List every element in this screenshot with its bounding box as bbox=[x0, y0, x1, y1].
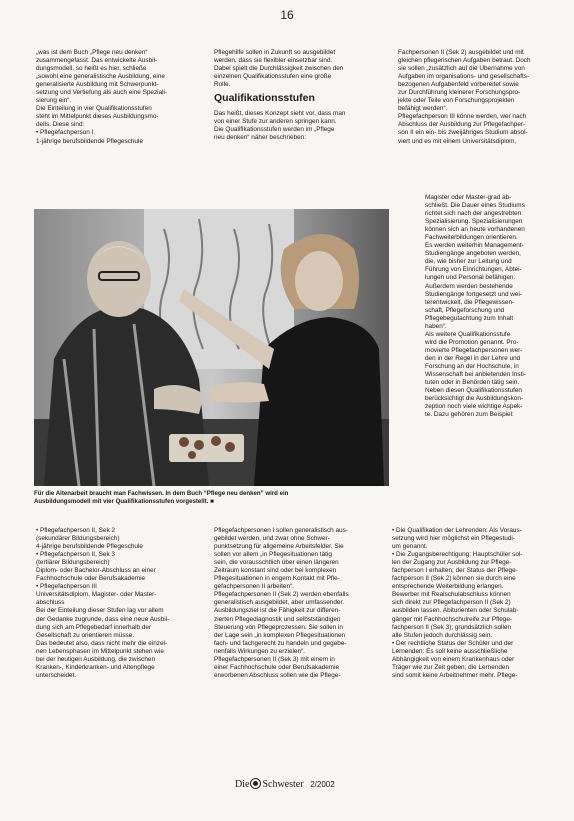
text-line: „was ist dem Buch „Pflege neu denken“ bbox=[36, 49, 148, 56]
text-line: der Gedanke zugrunde, dass eine neue Ausbil- bbox=[36, 615, 170, 623]
text-line: tuten oder in Behörden tätig sein. bbox=[425, 379, 520, 387]
text-line: Ausbildungsziel ist die Fähigkeit zur differen- bbox=[214, 607, 341, 615]
text-line: Es werden weiterhin Management- bbox=[425, 242, 524, 250]
text-line: Träger wie zur Zeit geben; die Lernenden bbox=[392, 663, 509, 671]
text-line: können sich an heute vorhandenen bbox=[425, 226, 525, 234]
column-left-top bbox=[36, 49, 206, 146]
text-line: fachperson II (Sek 3); grundsätzlich sollen bbox=[392, 623, 511, 631]
text-line: son II ein ein- bis zweijähriges Studium absol- bbox=[398, 129, 528, 137]
text-line: setzung und Vertiefung als auch eine Speziali- bbox=[36, 89, 168, 97]
text-line: gänger mit Fachhochschulreife zur Pflege- bbox=[392, 615, 513, 623]
text-line: Dabei spielt die Durchlässigkeit zwischen den bbox=[214, 65, 344, 73]
text-line: dung sich am Pflegebedarf innerhalb der bbox=[36, 623, 152, 631]
text-line: sein, die vorausschtlich über einen längeren bbox=[214, 559, 339, 567]
column-middle-bottom bbox=[214, 527, 386, 680]
text-line: nen Lebensphasen im Mittelpunkt stehen wie bbox=[36, 647, 164, 655]
text-line: unterscheidet. bbox=[36, 671, 77, 679]
text-line: punktsetzung für allgemeine Arbeitsfelder. Sie bbox=[214, 543, 344, 551]
page-number: 16 bbox=[280, 8, 294, 22]
text-line: • Pflegefachperson II, Sek 2 bbox=[36, 527, 115, 534]
text-line: Zeitraum konstant sind oder bei komplexen bbox=[214, 567, 337, 575]
column-right-bottom bbox=[392, 527, 570, 680]
text-line: Lernenden: Es soll keine ausschließliche bbox=[392, 647, 508, 655]
text-line: generalistisch ausgebildet, aber umfassender. bbox=[214, 599, 345, 607]
footer bbox=[235, 778, 385, 790]
text-line: Fachpersonen II (Sek 2) ausgebildet und mit bbox=[398, 49, 524, 56]
text-line: sie sollen „zusätzlich auf die Übernahme von bbox=[398, 65, 525, 73]
text-line: Aufgaben im organisations- und gesellschafts- bbox=[398, 73, 530, 81]
text-line: befähigt werden“. bbox=[398, 105, 448, 113]
text-line: len der Zugang zur Ausbildung zur Pflege- bbox=[392, 559, 512, 567]
text-line: dungsmodell, so heißt es hier, schließe bbox=[36, 65, 147, 73]
text-line: fach- und fachgerecht zu handeln und gegebe- bbox=[214, 639, 347, 647]
text-line: Fachweiterbildungen orientieren. bbox=[425, 234, 518, 242]
text-line: neu denken“ näher beschrieben: bbox=[214, 134, 307, 142]
text-line: entsprechende Weiterbildung erlangen. bbox=[392, 583, 504, 591]
text-line: Gesellschaft zu orientieren müsse. bbox=[36, 631, 135, 639]
text-line: Führung von Einrichtungen, Abtei- bbox=[425, 266, 522, 274]
col2-top-text bbox=[214, 49, 384, 89]
text-line: schaft, Pflegeforschung und bbox=[425, 306, 505, 314]
text-line: • Pflegefachperson III bbox=[36, 583, 97, 591]
text-line: (tertiärer Bildungsbereich) bbox=[36, 559, 110, 567]
text-line: abschluss bbox=[36, 599, 65, 607]
section-heading: Qualifikationsstufen bbox=[214, 92, 315, 105]
column-right-beside-photo bbox=[425, 194, 569, 419]
text-line: Ausbildungsmodell mit vier Qualifikationsstufen vorgestellt. ■ bbox=[34, 498, 214, 506]
text-line: Magister oder Master-grad ab- bbox=[425, 194, 512, 201]
magazine-logo-icon bbox=[250, 778, 261, 789]
text-line: Rolle. bbox=[214, 81, 231, 89]
photo-illustration bbox=[34, 209, 389, 486]
text-line: Pflegehilfe sollen in Zukunft so ausgebildet bbox=[214, 49, 336, 56]
text-line: haben“. bbox=[425, 322, 447, 330]
text-line: Bei der Einteilung dieser Stufen lag vor allem bbox=[36, 607, 164, 615]
text-line: Pflegesituationen in engem Kontakt mit Pfle- bbox=[214, 575, 340, 583]
text-line: berücksichtigt die Ausbildungskon- bbox=[425, 395, 524, 403]
text-line: setzung wird hier möglichst ein Pflegestudi- bbox=[392, 535, 515, 543]
photo-caption-text bbox=[34, 490, 389, 506]
text-line: erworbenen Abschluss sollen wie die Pflege- bbox=[214, 671, 341, 679]
text-line: te. Dazu gehören zum Beispiel: bbox=[425, 411, 514, 419]
text-line: Studiengänge angeboten werden, bbox=[425, 250, 521, 258]
text-line: movierte Pflegefachpersonen wer- bbox=[425, 346, 523, 354]
text-line: (sekundärer Bildungsbereich) bbox=[36, 535, 120, 543]
text-line: generalisierte Ausbildung mit Schwerpunkt- bbox=[36, 81, 159, 89]
text-line: Für die Altenarbeit braucht man Fachwissen. In dem Buch “Pflege neu denken” wird ein bbox=[34, 490, 289, 497]
text-line: sollen vor allem „in Pflegesituationen tätig bbox=[214, 551, 332, 559]
text-line: wird die Promotion genannt. Pro- bbox=[425, 338, 519, 346]
text-line: Die Qualifikationsstufen werden im „Pflege bbox=[214, 126, 335, 134]
text-line: zierten Pflegediagnostik und selbstständigen bbox=[214, 615, 341, 623]
text-line: zeption noch viele wichtige Aspek- bbox=[425, 403, 523, 411]
text-line: 1-jährige berufsbildende Pflegeschule bbox=[36, 137, 143, 145]
column-left-bottom bbox=[36, 527, 206, 680]
text-line: Das heißt, dieses Konzept sieht vor, dass man bbox=[214, 110, 346, 118]
text-line: • Die Zugangsberechtigung: Hauptschüler sol- bbox=[392, 551, 523, 559]
col2-after-heading-text bbox=[214, 110, 384, 142]
text-line: Studiengänge fortgesetzt und wei- bbox=[425, 290, 522, 298]
text-line: die, wie bisher zur Leitung und bbox=[425, 258, 512, 266]
text-line: Das bedeutet also, dass nicht mehr die einzel- bbox=[36, 639, 168, 647]
col3-top-text bbox=[398, 49, 568, 146]
text-line: zusammengefasst. Das entwickelte Ausbil- bbox=[36, 57, 158, 65]
text-line: schließt. Die Dauer eines Studiums bbox=[425, 202, 525, 210]
text-line: Die Einteilung in vier Qualifikationsstufen bbox=[36, 105, 152, 113]
text-line: Kranken-, Kinderkranken- und Altenpflege bbox=[36, 663, 155, 671]
text-line: sierung ein“. bbox=[36, 97, 72, 105]
text-line: steht im Mittelpunkt dieses Ausbildungsmo- bbox=[36, 113, 159, 121]
text-line: Neben diesen Qualifikationsstufen bbox=[425, 387, 522, 395]
text-line: Abschluss der Ausbildung zur Pflegefachper- bbox=[398, 121, 526, 129]
text-line: fachperson II (Sek 2) können sie durch eine bbox=[392, 575, 516, 583]
text-line: gleichen pflegerischen Aufgaben betraut. Doch bbox=[398, 57, 531, 65]
text-line: Pflegefachperson III könne werden, wer nach bbox=[398, 113, 527, 121]
text-line: sind somit keine Arbeitnehmer mehr. Pflege- bbox=[392, 671, 518, 679]
text-line: alle Stufen jedoch durchlässig sein. bbox=[392, 631, 493, 639]
text-line: Spezialisierung. Spezialisierungen bbox=[425, 218, 523, 226]
text-line: 4-jährige berufsbildende Pflegeschule bbox=[36, 543, 143, 551]
text-line: Pflegefachpersonen I sollen generalistisch aus- bbox=[214, 527, 348, 534]
text-line: Pflegefachpersonen II (Sek 3) mit einem in bbox=[214, 655, 335, 663]
photo-care-scene bbox=[34, 209, 389, 486]
text-line: von einer Stufe zur anderen springen kann. bbox=[214, 118, 337, 126]
text-line: • Pflegefachperson II, Sek 3 bbox=[36, 551, 115, 559]
col3-bottom-text bbox=[392, 527, 570, 680]
text-line: einzelnen Qualifikationsstufen eine große bbox=[214, 73, 332, 81]
text-line: fachperson I erhalten; der Status der Pflege- bbox=[392, 567, 518, 575]
text-line: viert und es mit einem Universitätsdiplom, bbox=[398, 137, 517, 145]
text-line: Steuerung von Pflegeprozessen. Sie sollen in bbox=[214, 623, 343, 631]
text-line: Pflegefachpersonen II (Sek 2) werden ebenfalls bbox=[214, 591, 349, 599]
magazine-brand-right: Schwester bbox=[262, 779, 304, 790]
text-line: einer Fachhochschule oder Berufsakademie bbox=[214, 663, 340, 671]
text-line: • Der rechtliche Status der Schüler und der bbox=[392, 639, 514, 647]
text-line: jekte oder Teile von Forschungsprojekten bbox=[398, 97, 515, 105]
text-line: bei der heutigen Ausbildung, die zwischen bbox=[36, 655, 156, 663]
text-line: Fachhochschule oder Berufsakademie bbox=[36, 575, 146, 583]
column-middle-top bbox=[214, 49, 384, 142]
text-line: Abhängigkeit von einem Krankenhaus oder bbox=[392, 655, 515, 663]
text-line: Universitätsdiplom, Magister- oder Master- bbox=[36, 591, 157, 599]
col1-top-text bbox=[36, 49, 206, 146]
text-line: sich direkt zur Pflegefachperson II (Sek 2) bbox=[392, 599, 511, 607]
col3-beside-photo-text bbox=[425, 194, 569, 419]
text-line: Pflegebegutachtung zum Inhalt bbox=[425, 314, 514, 322]
text-line: Außerdem werden bestehende bbox=[425, 282, 513, 290]
text-line: richtet sich nach der angestrebten bbox=[425, 210, 522, 218]
col2-bottom-text bbox=[214, 527, 386, 680]
text-line: gefachpersonen II arbeiten“. bbox=[214, 583, 294, 591]
text-line: • Pflegefachperson I bbox=[36, 129, 94, 137]
text-line: den in der Regel in der Lehre und bbox=[425, 354, 521, 362]
text-line: Als weitere Qualifikationsstufe bbox=[425, 330, 511, 338]
text-line: • Die Qualifikation der Lehrenden: Als Voraus- bbox=[392, 527, 522, 534]
photo-caption bbox=[34, 490, 389, 506]
column-right-top bbox=[398, 49, 568, 146]
text-line: der Lage sein „in komplexen Pflegesituationen bbox=[214, 631, 346, 639]
text-line: ausbilden lassen. Abiturienten oder Schulab- bbox=[392, 607, 519, 615]
magazine-brand-left: Die bbox=[235, 779, 250, 790]
text-line: Wissenschaft bei anbietenden Insti- bbox=[425, 371, 526, 379]
text-line: Forschung an der Hochschule, in bbox=[425, 362, 519, 370]
text-line: terentwickelt, die Pflegewissen- bbox=[425, 298, 515, 306]
text-line: werden, dass sie flexibler einsetzbar sind. bbox=[214, 57, 333, 65]
issue-number: 2/2002 bbox=[310, 780, 335, 789]
text-line: nenfalls Wirkungen zu erzielen“. bbox=[214, 647, 305, 655]
text-line: Diplom- oder Bachelor-Abschluss an einer bbox=[36, 567, 156, 575]
text-line: „sowohl eine generalistische Ausbildung, eine bbox=[36, 73, 165, 81]
col1-bottom-text bbox=[36, 527, 206, 680]
text-line: bezogenen Aufgabenfeld vorbereitet sowie bbox=[398, 81, 519, 89]
text-line: lungen und Personal befähigen. bbox=[425, 274, 516, 282]
text-line: um genannt. bbox=[392, 543, 428, 551]
text-line: dells. Diese sind: bbox=[36, 121, 85, 129]
text-line: Bewerber mit Realschulabschluss können bbox=[392, 591, 511, 599]
text-line: zur Durchführung kleinerer Forschungspro- bbox=[398, 89, 521, 97]
text-line: gebildet werden, und zwar ohne Schwer- bbox=[214, 535, 330, 543]
